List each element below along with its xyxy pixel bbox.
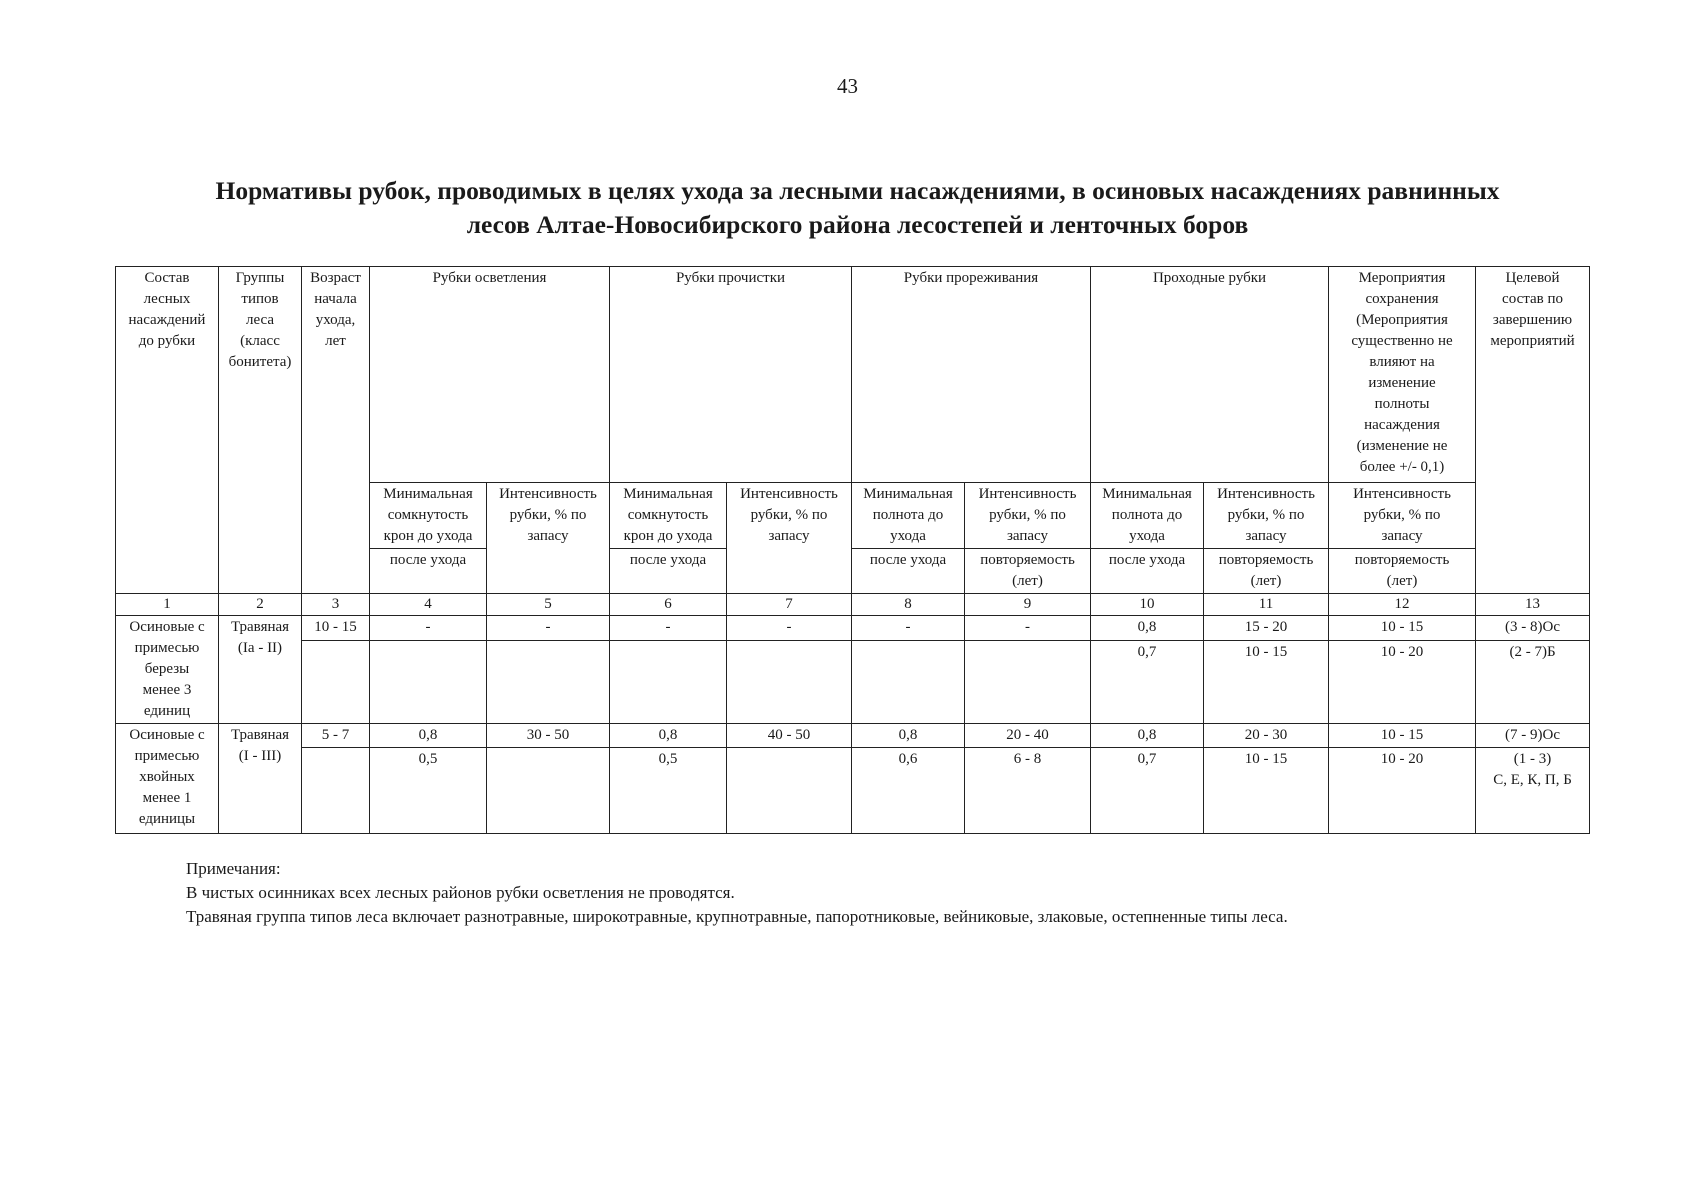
table-cell <box>487 640 610 723</box>
column-number: 7 <box>727 594 852 616</box>
table-cell: (3 - 8)Ос <box>1476 616 1590 641</box>
header-preservation-measures: Мероприятия сохранения (Мероприятия существенно не влияют на изменение полноты насаждения (изменение не более +/- 0,1) <box>1329 267 1476 483</box>
header-passage-cuts: Проходные рубки <box>1091 267 1329 483</box>
table-cell: 0,8 <box>610 724 727 748</box>
header-row-groups <box>116 267 1590 483</box>
subheader-intensity: Интенсивность рубки, % по запасу <box>1204 483 1329 549</box>
column-number: 1 <box>116 594 219 616</box>
table-cell <box>487 748 610 834</box>
header-age: Возраст начала ухода, лет <box>302 267 370 594</box>
table-cell: 30 - 50 <box>487 724 610 748</box>
subheader-after-care: после ухода <box>1091 549 1204 594</box>
table-cell: 10 - 15 <box>1204 748 1329 834</box>
subheader-min-crown-closure: Минимальная сомкнутость крон до ухода <box>610 483 727 549</box>
table-cell <box>302 640 370 723</box>
subheader-after-care: после ухода <box>610 549 727 594</box>
column-number: 9 <box>965 594 1091 616</box>
table-cell: 0,7 <box>1091 640 1204 723</box>
table-cell: - <box>610 616 727 641</box>
table-cell <box>965 640 1091 723</box>
subheader-intensity: Интенсивность рубки, % по запасу <box>727 483 852 594</box>
table-cell: 10 - 15 <box>1329 724 1476 748</box>
table-cell: 20 - 40 <box>965 724 1091 748</box>
header-cleaning-cuts: Рубки прочистки <box>610 267 852 483</box>
subheader-intensity: Интенсивность рубки, % по запасу <box>487 483 610 594</box>
header-thinning-cuts: Рубки прореживания <box>852 267 1091 483</box>
table-row <box>116 748 1590 834</box>
table-cell <box>302 748 370 834</box>
table-cell: 10 - 20 <box>1329 748 1476 834</box>
note-line: В чистых осинниках всех лесных районов рубки осветления не проводятся. <box>186 883 735 902</box>
table-cell: 0,6 <box>852 748 965 834</box>
subheader-after-care: после ухода <box>852 549 965 594</box>
column-number: 8 <box>852 594 965 616</box>
table-cell <box>370 640 487 723</box>
document-title-line-2: лесов Алтае-Новосибирского района лесостепей и ленточных боров <box>466 210 1249 239</box>
cell-forest-type: Травяная (Ia - II) <box>219 616 302 724</box>
column-number: 3 <box>302 594 370 616</box>
note-line: Травяная группа типов леса включает разнотравные, широкотравные, крупнотравные, папоротниковые, вейниковые, злаковые, остепненные типы леса. <box>186 907 1288 926</box>
table-cell: 0,5 <box>370 748 487 834</box>
table-cell: - <box>965 616 1091 641</box>
table-cell: - <box>487 616 610 641</box>
table-cell: (2 - 7)Б <box>1476 640 1590 723</box>
column-number: 4 <box>370 594 487 616</box>
column-number: 6 <box>610 594 727 616</box>
subheader-intensity: Интенсивность рубки, % по запасу <box>965 483 1091 549</box>
subheader-repeat-interval: повторяемость (лет) <box>1329 549 1476 594</box>
cell-age: 5 - 7 <box>302 724 370 748</box>
header-target-composition: Целевой состав по завершению мероприятий <box>1476 267 1590 594</box>
table-cell: (1 - 3) С, Е, К, П, Б <box>1476 748 1590 834</box>
cell-composition: Осиновые с примесью березы менее 3 единиц <box>116 616 219 724</box>
table-row <box>116 640 1590 723</box>
table-cell: 10 - 20 <box>1329 640 1476 723</box>
column-number: 12 <box>1329 594 1476 616</box>
document-title <box>120 174 1595 242</box>
table-cell: 6 - 8 <box>965 748 1091 834</box>
document-title-line-1: Нормативы рубок, проводимых в целях ухода за лесными насаждениями, в осиновых насаждениях равнинных <box>215 176 1500 205</box>
subheader-after-care: после ухода <box>370 549 487 594</box>
table-cell: 0,8 <box>370 724 487 748</box>
table-cell: 0,5 <box>610 748 727 834</box>
table-cell: 15 - 20 <box>1204 616 1329 641</box>
table-row <box>116 616 1590 641</box>
column-number-row <box>116 594 1590 616</box>
page-number: 43 <box>837 74 858 98</box>
table-cell: - <box>727 616 852 641</box>
header-forest-type: Группы типов леса (класс бонитета) <box>219 267 302 594</box>
table-cell: 0,7 <box>1091 748 1204 834</box>
column-number: 11 <box>1204 594 1329 616</box>
table-cell: 0,8 <box>852 724 965 748</box>
subheader-repeat-interval: повторяемость (лет) <box>1204 549 1329 594</box>
subheader-min-density: Минимальная полнота до ухода <box>852 483 965 549</box>
table-cell: (7 - 9)Ос <box>1476 724 1590 748</box>
column-number: 13 <box>1476 594 1590 616</box>
cell-forest-type: Травяная (I - III) <box>219 724 302 834</box>
table-cell: - <box>370 616 487 641</box>
table-cell: 0,8 <box>1091 616 1204 641</box>
notes-heading: Примечания: <box>186 859 281 878</box>
subheader-min-density: Минимальная полнота до ухода <box>1091 483 1204 549</box>
table-cell: 10 - 15 <box>1204 640 1329 723</box>
table-cell <box>727 748 852 834</box>
table-cell: 20 - 30 <box>1204 724 1329 748</box>
table-cell: 0,8 <box>1091 724 1204 748</box>
notes-section <box>186 857 1288 929</box>
table-cell: 40 - 50 <box>727 724 852 748</box>
table-cell <box>727 640 852 723</box>
header-composition: Состав лесных насаждений до рубки <box>116 267 219 594</box>
column-number: 5 <box>487 594 610 616</box>
cell-age: 10 - 15 <box>302 616 370 641</box>
table-row <box>116 724 1590 748</box>
cell-composition: Осиновые с примесью хвойных менее 1 единицы <box>116 724 219 834</box>
column-number: 10 <box>1091 594 1204 616</box>
header-lighting-cuts: Рубки осветления <box>370 267 610 483</box>
subheader-min-crown-closure: Минимальная сомкнутость крон до ухода <box>370 483 487 549</box>
subheader-repeat-interval: повторяемость (лет) <box>965 549 1091 594</box>
norms-table <box>115 266 1590 834</box>
table-cell <box>610 640 727 723</box>
subheader-intensity: Интенсивность рубки, % по запасу <box>1329 483 1476 549</box>
table-cell: 10 - 15 <box>1329 616 1476 641</box>
table-cell: - <box>852 616 965 641</box>
table-cell <box>852 640 965 723</box>
column-number: 2 <box>219 594 302 616</box>
